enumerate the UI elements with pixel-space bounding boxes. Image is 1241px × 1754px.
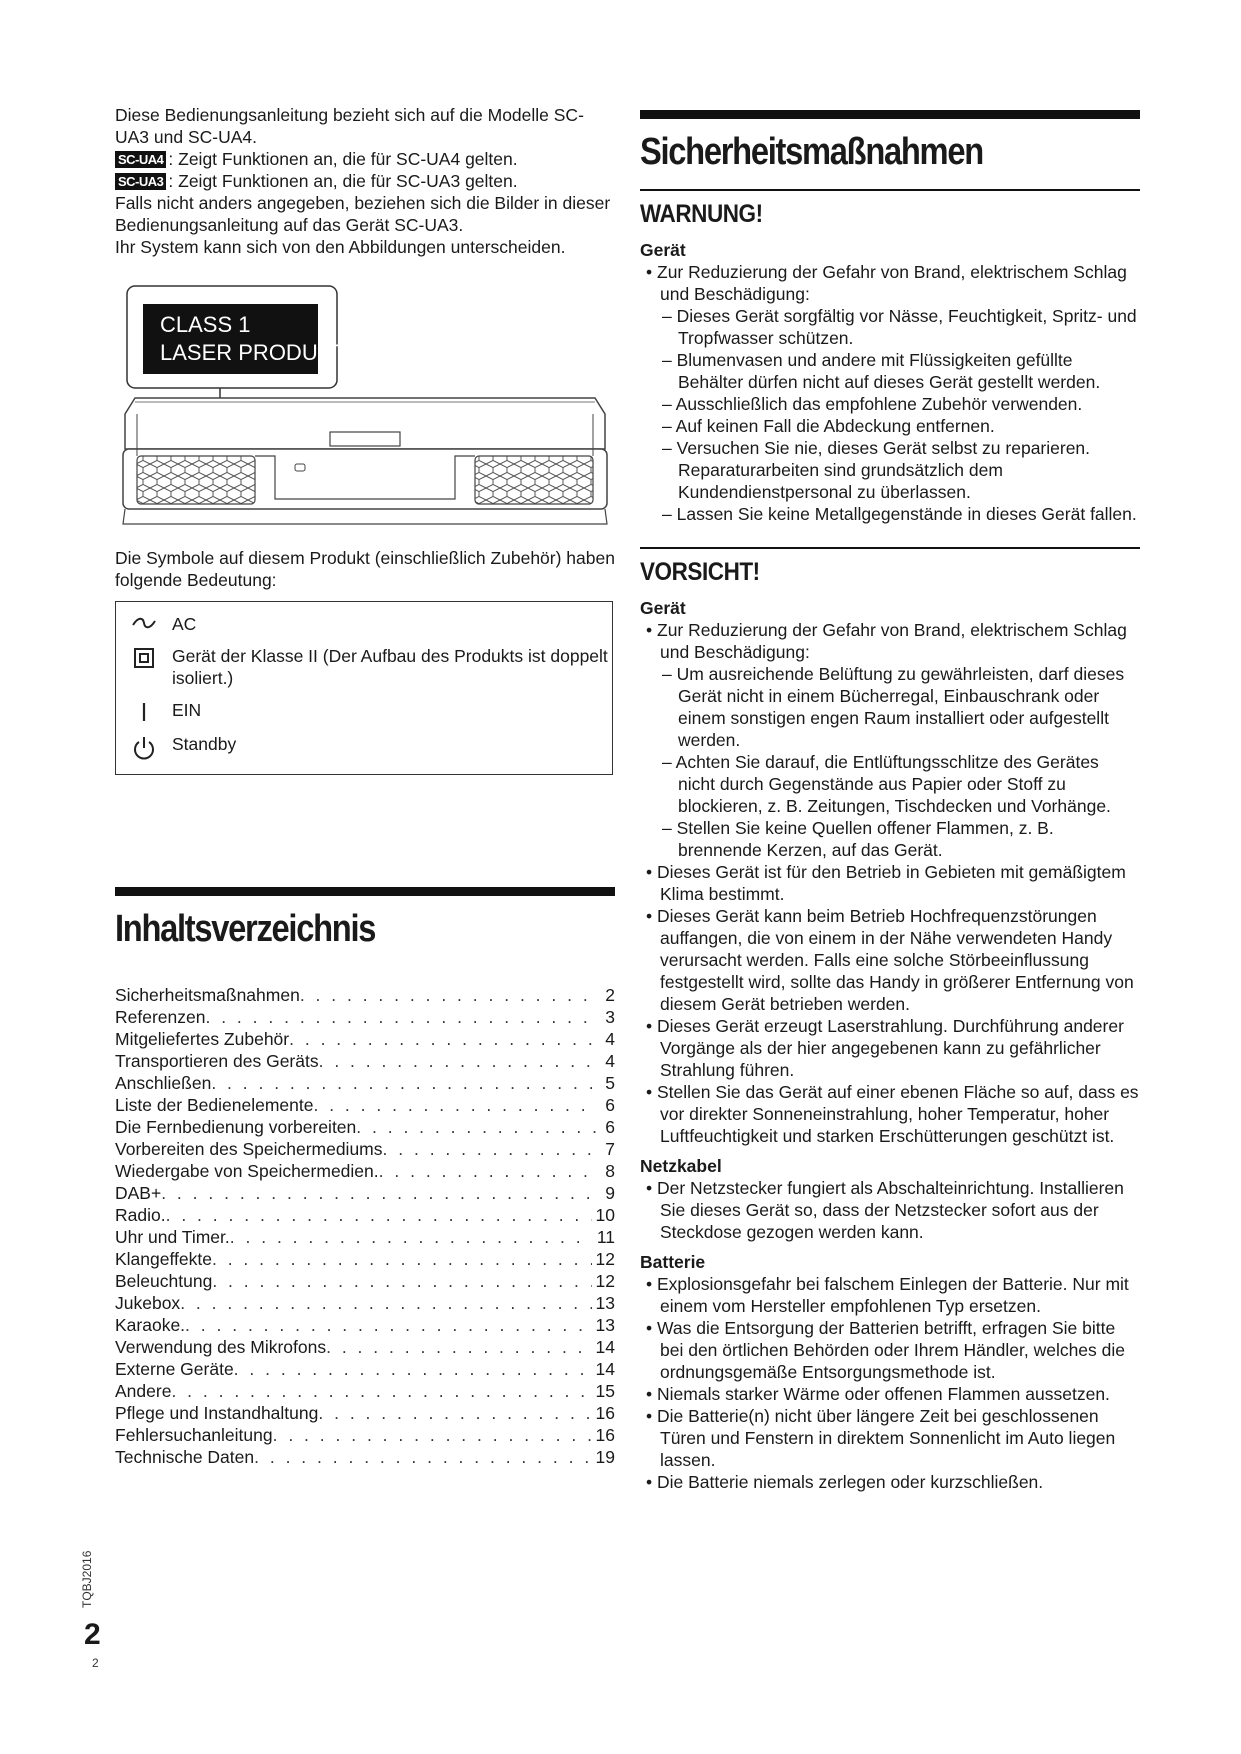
toc-title: Inhaltsverzeichnis <box>115 908 376 950</box>
toc-entry-title: Beleuchtung <box>115 1271 213 1291</box>
caution-bullet: • Dieses Gerät erzeugt Laserstrahlung. Durchführung anderer Vorgänge als der hier angegebenen kann zu gefährlicher Strahlung führen. <box>646 1016 1124 1080</box>
toc-entry-page: 16 <box>595 1425 615 1445</box>
toc-entry-title: Andere <box>115 1381 172 1401</box>
safety-title: Sicherheitsmaßnahmen <box>640 131 983 173</box>
caution-dash-item: – Stellen Sie keine Quellen offener Flammen, z. B. brennende Kerzen, auf das Gerät. <box>662 818 1054 860</box>
battery-bullet: • Die Batterie niemals zerlegen oder kurzschließen. <box>646 1472 1044 1492</box>
toc-entry <box>115 1336 615 1358</box>
ua3-description: : Zeigt Funktionen an, die für SC-UA3 gelten. <box>168 171 518 191</box>
toc-leader-dots <box>289 1028 597 1050</box>
toc-entry-page: 3 <box>605 1007 615 1027</box>
warning-dash-item: – Blumenvasen und andere mit Flüssigkeiten gefüllte Behälter dürfen nicht auf dieses Gerät gestellt werden. <box>662 350 1101 392</box>
ua4-description: : Zeigt Funktionen an, die für SC-UA4 gelten. <box>168 149 518 169</box>
toc-leader-dots <box>379 1160 597 1182</box>
battery-subheading: Batterie <box>640 1252 706 1272</box>
toc-entry-page: 6 <box>605 1095 615 1115</box>
toc-entry <box>115 1006 615 1028</box>
toc-entry-title: Mitgeliefertes Zubehör <box>115 1029 290 1049</box>
battery-bullet: • Niemals starker Wärme oder offenen Flammen aussetzen. <box>646 1384 1110 1404</box>
toc-entry-title: Fehlersuchanleitung <box>115 1425 273 1445</box>
warning-bullet: • Zur Reduzierung der Gefahr von Brand, elektrischem Schlag und Beschädigung: <box>646 262 1127 304</box>
toc-entry <box>115 1204 615 1226</box>
toc-section <box>115 887 615 1468</box>
toc-leader-dots <box>273 1424 592 1446</box>
caution-bullet: • Dieses Gerät kann beim Betrieb Hochfrequenzstörungen auffangen, die von einem in der Nähe verwendeten Handy verursacht werden. Falls eine solche Störbeeinflussung festgestellt wird, sollte das Handy in größerer Entfernung von diesem Gerät betrieben werden. <box>646 906 1134 1014</box>
symbol-text: Gerät der Klasse II (Der Aufbau des Produkts ist doppelt isoliert.) <box>172 646 608 688</box>
toc-leader-dots <box>230 1226 593 1248</box>
toc-leader-dots <box>212 1248 592 1270</box>
toc-entry <box>115 1292 615 1314</box>
on-line-icon <box>116 699 172 723</box>
toc-entry-title: DAB+ <box>115 1183 162 1203</box>
power-cord-bullet: • Der Netzstecker fungiert als Abschalteinrichtung. Installieren Sie dieses Gerät so, dass der Netzstecker sofort aus der Steckdose gezogen werden kann. <box>646 1178 1124 1242</box>
toc-entry <box>115 1380 615 1402</box>
toc-entry-page: 13 <box>595 1293 615 1313</box>
warning-rule <box>640 189 1140 191</box>
toc-entry-page: 15 <box>595 1381 615 1401</box>
class-ii-icon <box>116 645 172 669</box>
toc-entry-title: Radio. <box>115 1205 166 1225</box>
toc-leader-dots <box>234 1358 592 1380</box>
toc-entry-title: Technische Daten <box>115 1447 255 1467</box>
toc-entry-page: 10 <box>595 1205 615 1225</box>
caution-heading: VORSICHT! <box>640 558 760 586</box>
toc-entry-title: Die Fernbedienung vorbereiten <box>115 1117 357 1137</box>
caution-dash-item: – Achten Sie darauf, die Entlüftungsschlitze des Gerätes nicht durch Gegenstände aus Papier oder Stoff zu blockieren, z. B. Zeitungen, Tischdecken und Vorhänge. <box>662 752 1111 816</box>
image-note: Falls nicht anders angegeben, beziehen sich die Bilder in dieser Bedienungsanleitung auf das Gerät SC-UA3. <box>115 193 611 235</box>
symbol-row <box>116 730 612 768</box>
toc-entry-page: 12 <box>595 1271 615 1291</box>
toc-entry <box>115 1160 615 1182</box>
toc-leader-dots <box>205 1006 597 1028</box>
laser-label-line2: LASER PRODUCT <box>160 340 348 365</box>
toc-entry-page: 6 <box>605 1117 615 1137</box>
toc-entry-title: Wiedergabe von Speichermedien. <box>115 1161 379 1181</box>
toc-entry <box>115 1094 615 1116</box>
caution-rule <box>640 547 1140 549</box>
toc-entry-title: Vorbereiten des Speichermediums <box>115 1139 383 1159</box>
symbols-table <box>115 601 613 775</box>
left-column <box>115 104 615 1468</box>
symbol-text: Standby <box>172 734 237 754</box>
toc-entry-title: Uhr und Timer. <box>115 1227 230 1247</box>
ac-wave-icon <box>116 613 172 631</box>
toc-entry-page: 19 <box>595 1447 615 1467</box>
toc-entry-page: 11 <box>596 1227 615 1247</box>
toc-entry-page: 7 <box>605 1139 615 1159</box>
toc-entry-page: 12 <box>595 1249 615 1269</box>
toc-leader-dots <box>326 1336 591 1358</box>
toc-entry-title: Externe Geräte <box>115 1359 234 1379</box>
symbol-row <box>116 642 612 696</box>
toc-leader-dots <box>180 1292 591 1314</box>
battery-bullet: • Was die Entsorgung der Batterien betrifft, erfragen Sie bitte bei den örtlichen Behörden oder Ihrem Händler, welches die ordnungsgemäße Entsorgungsmethode ist. <box>646 1318 1126 1382</box>
toc-entry <box>115 1402 615 1424</box>
toc-entry <box>115 1138 615 1160</box>
toc-entry <box>115 1182 615 1204</box>
toc-entry <box>115 1424 615 1446</box>
toc-entry-page: 2 <box>605 985 615 1005</box>
battery-bullet: • Explosionsgefahr bei falschem Einlegen der Batterie. Nur mit einem vom Hersteller empfohlenen Typ ersetzen. <box>646 1274 1129 1316</box>
device-drawing <box>115 284 615 569</box>
toc-entry-title: Verwendung des Mikrofons <box>115 1337 327 1357</box>
toc-list <box>115 984 615 1468</box>
toc-entry-title: Karaoke. <box>115 1315 186 1335</box>
intro-line: Diese Bedienungsanleitung bezieht sich auf die Modelle SC-UA3 und SC-UA4. <box>115 105 584 147</box>
toc-entry-title: Referenzen <box>115 1007 206 1027</box>
toc-leader-dots <box>166 1204 592 1226</box>
toc-leader-dots <box>318 1402 591 1424</box>
symbols-intro: Die Symbole auf diesem Produkt (einschließlich Zubehör) haben folgende Bedeutung: <box>115 548 615 590</box>
badge-sc-ua4: SC-UA4 <box>115 151 166 168</box>
standby-power-icon <box>116 733 172 761</box>
caution-subheading: Gerät <box>640 598 686 618</box>
toc-entry <box>115 1270 615 1292</box>
toc-entry-page: 5 <box>605 1073 615 1093</box>
toc-entry-page: 4 <box>605 1029 615 1049</box>
right-column <box>640 110 1140 1493</box>
toc-entry-page: 13 <box>595 1315 615 1335</box>
warning-dash-item: – Dieses Gerät sorgfältig vor Nässe, Feuchtigkeit, Spritz- und Tropfwasser schützen. <box>662 306 1137 348</box>
toc-entry-title: Pflege und Instandhaltung <box>115 1403 319 1423</box>
toc-entry-title: Liste der Bedienelemente <box>115 1095 314 1115</box>
toc-entry-page: 9 <box>605 1183 615 1203</box>
toc-leader-dots <box>211 1072 597 1094</box>
badge-sc-ua3: SC-UA3 <box>115 173 166 190</box>
toc-leader-dots <box>319 1050 597 1072</box>
page-number: 2 <box>84 1618 101 1651</box>
toc-entry <box>115 1358 615 1380</box>
symbol-row <box>116 696 612 730</box>
warning-dash-item: – Auf keinen Fall die Abdeckung entfernen. <box>662 416 995 436</box>
battery-bullet: • Die Batterie(n) nicht über längere Zeit bei geschlossenen Türen und Fenstern in direktem Sonnenlicht im Auto liegen lassen. <box>646 1406 1116 1470</box>
toc-leader-dots <box>171 1380 591 1402</box>
toc-entry <box>115 1050 615 1072</box>
toc-entry <box>115 1248 615 1270</box>
warning-heading: WARNUNG! <box>640 200 763 228</box>
toc-leader-dots <box>161 1182 597 1204</box>
toc-entry-page: 8 <box>605 1161 615 1181</box>
symbol-text: EIN <box>172 700 202 720</box>
toc-entry <box>115 1116 615 1138</box>
toc-entry-page: 14 <box>595 1337 615 1357</box>
toc-entry-title: Sicherheitsmaßnahmen <box>115 985 300 1005</box>
toc-entry-title: Transportieren des Geräts <box>115 1051 319 1071</box>
safety-rule <box>640 110 1140 119</box>
toc-leader-dots <box>313 1094 597 1116</box>
toc-leader-dots <box>185 1314 591 1336</box>
laser-label-line1: CLASS 1 <box>160 312 251 337</box>
caution-dash-item: – Um ausreichende Belüftung zu gewährleisten, darf dieses Gerät nicht in einem Bücherregal, Einbauschrank oder einem sonstigen engen Raum installiert oder aufgestellt werden. <box>662 664 1125 750</box>
toc-entry <box>115 1072 615 1094</box>
toc-entry <box>115 1314 615 1336</box>
image-note-2: Ihr System kann sich von den Abbildungen unterscheiden. <box>115 237 566 257</box>
page-number-small: 2 <box>92 1656 99 1670</box>
toc-entry-title: Jukebox <box>115 1293 181 1313</box>
caution-bullet: • Dieses Gerät ist für den Betrieb in Gebieten mit gemäßigtem Klima bestimmt. <box>646 862 1126 904</box>
power-cord-subheading: Netzkabel <box>640 1156 722 1176</box>
symbol-row <box>116 610 612 642</box>
toc-leader-dots <box>300 984 597 1006</box>
toc-leader-dots <box>212 1270 591 1292</box>
toc-leader-dots <box>356 1116 597 1138</box>
warning-subheading: Gerät <box>640 240 686 260</box>
toc-entry-page: 14 <box>595 1359 615 1379</box>
toc-entry-page: 4 <box>605 1051 615 1071</box>
caution-bullet: • Stellen Sie das Gerät auf einer ebenen Fläche so auf, dass es vor direkter Sonneneinstrahlung, hoher Temperatur, hoher Luftfeuchtigkeit und starken Erschütterungen geschützt ist. <box>646 1082 1139 1146</box>
toc-leader-dots <box>254 1446 591 1468</box>
toc-entry <box>115 1226 615 1248</box>
caution-bullet: • Zur Reduzierung der Gefahr von Brand, elektrischem Schlag und Beschädigung: <box>646 620 1127 662</box>
device-illustration <box>115 284 615 569</box>
document-code: TQBJ2016 <box>80 1550 94 1608</box>
toc-entry-title: Klangeffekte <box>115 1249 212 1269</box>
toc-entry <box>115 984 615 1006</box>
toc-leader-dots <box>383 1138 597 1160</box>
warning-dash-item: – Lassen Sie keine Metallgegenstände in dieses Gerät fallen. <box>662 504 1137 524</box>
warning-dash-item: – Versuchen Sie nie, dieses Gerät selbst zu reparieren. Reparaturarbeiten sind grundsätzlich dem Kundendienstpersonal zu überlassen. <box>662 438 1091 502</box>
toc-entry <box>115 1446 615 1468</box>
toc-rule <box>115 887 615 896</box>
symbol-text: AC <box>172 614 197 634</box>
warning-dash-item: – Ausschließlich das empfohlene Zubehör verwenden. <box>662 394 1083 414</box>
toc-entry <box>115 1028 615 1050</box>
toc-entry-title: Anschließen <box>115 1073 212 1093</box>
toc-entry-page: 16 <box>595 1403 615 1423</box>
